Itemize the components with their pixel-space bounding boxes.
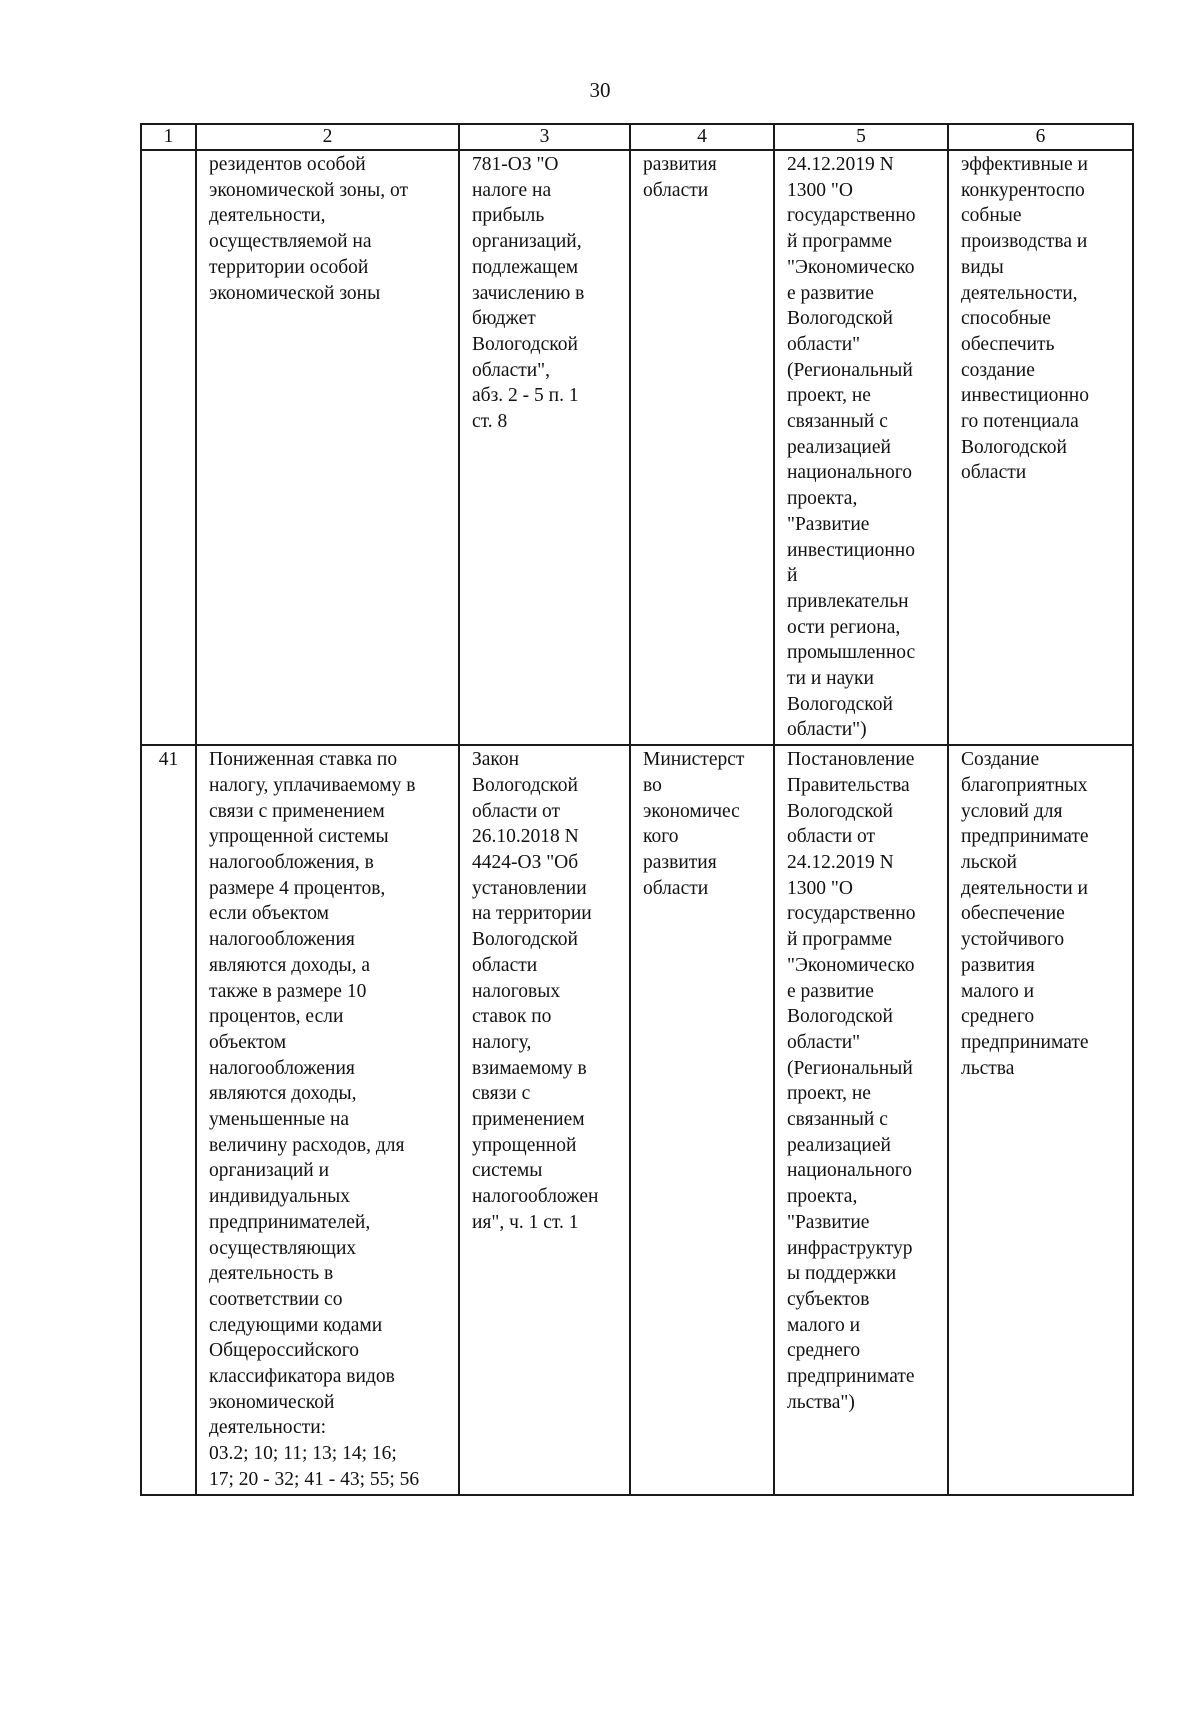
cell-text-line: Вологодской (787, 308, 893, 330)
cell-text-line: государственно (787, 205, 916, 227)
cell-text-line: также в размере 10 (209, 980, 367, 1002)
cell-text-line: области") (787, 719, 867, 741)
cell-text-line: инфраструктур (787, 1237, 913, 1259)
cell-text-line: ы поддержки (787, 1263, 897, 1285)
cell-text-line: связанный с (787, 1109, 888, 1131)
goal-cell (948, 150, 1133, 745)
cell-text-line: деятельности и (961, 877, 1088, 899)
cell-text-line: льства") (787, 1391, 855, 1413)
cell-text-line: развития (961, 954, 1035, 976)
program-cell (774, 150, 948, 745)
cell-text-line: соответствии со (209, 1288, 343, 1310)
cell-text-line: Вологодской (787, 800, 893, 822)
cell-text-line: обеспечение (961, 903, 1065, 925)
cell-text-line: государственно (787, 903, 916, 925)
cell-text-line: проекта, (787, 1186, 858, 1208)
program-cell (774, 745, 948, 1494)
cell-text-line: связи с (472, 1083, 531, 1105)
row-number-cell: 41 (141, 745, 196, 1494)
cell-text-line: уменьшенные на (209, 1109, 350, 1131)
cell-text-line: резидентов особой (209, 154, 366, 175)
page-number: 30 (589, 78, 611, 102)
cell-text-line: 26.10.2018 N (472, 826, 579, 848)
cell-text-line: прибыль (472, 205, 545, 227)
cell-text-line: кого (643, 826, 679, 848)
cell-text-line: "Экономическо (787, 954, 915, 976)
cell-text-line: развития (643, 851, 717, 873)
cell-text-line: налоге на (472, 179, 552, 201)
benefit-description-cell (196, 150, 459, 745)
cell-text-line: индивидуальных (209, 1186, 351, 1208)
cell-text-line: области (472, 954, 538, 976)
cell-text-line: области" (787, 333, 861, 355)
cell-text-line: привлекательн (787, 590, 909, 612)
cell-text-line: области", (472, 359, 551, 381)
cell-text-line: деятельность в (209, 1263, 334, 1285)
cell-text-line: налогу, (472, 1031, 532, 1053)
cell-text-line: льства (961, 1057, 1015, 1079)
cell-text-line: экономической (209, 1391, 335, 1413)
cell-text-line: (Региональный (787, 359, 913, 381)
cell-text-line: на территории (472, 903, 592, 925)
cell-text-line: деятельности, (961, 282, 1078, 304)
cell-text-line: Закон (472, 749, 520, 771)
cell-text-line: льской (961, 851, 1017, 873)
cell-text-line: следующими кодами (209, 1314, 383, 1336)
cell-text-line: организаций и (209, 1160, 329, 1182)
goal-cell (948, 745, 1133, 1494)
header-col-3: 3 (459, 124, 630, 150)
cell-text-line: субъектов (787, 1288, 870, 1310)
cell-text-line: бюджет (472, 308, 536, 330)
cell-text-line: налогообложения (209, 929, 355, 951)
cell-text-line: виды (961, 256, 1004, 278)
cell-text-line: Вологодской (787, 1006, 893, 1028)
row-number-cell (141, 150, 196, 745)
cell-text-line: условий для (961, 800, 1063, 822)
cell-text-line: установлении (472, 877, 587, 899)
cell-text-line: "Экономическо (787, 256, 915, 278)
cell-text-line: налогообложен (472, 1186, 599, 1208)
cell-text-line: экономической зоны, от (209, 179, 408, 201)
table-row-41 (141, 745, 1133, 1494)
cell-text-line: являются доходы, а (209, 954, 370, 976)
cell-text-line: проект, не (787, 385, 871, 407)
cell-text-line: абз. 2 - 5 п. 1 (472, 385, 579, 407)
cell-text-line: 1300 "О (787, 877, 853, 899)
cell-text-line: реализацией (787, 1134, 891, 1156)
cell-text-line: й (787, 565, 798, 587)
cell-text-line: деятельности: (209, 1417, 327, 1439)
cell-text-line: применением (472, 1109, 585, 1131)
cell-text-line: территории особой (209, 256, 369, 278)
cell-text-line: подлежащем (472, 256, 579, 278)
cell-text-line: й программе (787, 231, 892, 253)
cell-text-line: "Развитие (787, 1211, 870, 1233)
cell-text-line: предпринимате (961, 826, 1089, 848)
cell-text-line: связи с применением (209, 800, 385, 822)
cell-text-line: обеспечить (961, 333, 1055, 355)
cell-text-line: способные (961, 308, 1051, 330)
header-col-5: 5 (774, 124, 948, 150)
cell-text-line: величину расходов, для (209, 1134, 405, 1156)
cell-text-line: процентов, если (209, 1006, 344, 1028)
cell-text-line: размере 4 процентов, (209, 877, 386, 899)
cell-text-line: предпринимате (961, 1031, 1089, 1053)
legal-basis-cell (459, 150, 630, 745)
cell-text-line: области (643, 179, 709, 201)
table-body (141, 150, 1133, 1495)
cell-text-line: упрощенной (472, 1134, 577, 1156)
document-table (140, 123, 1134, 1496)
cell-text-line: являются доходы, (209, 1083, 357, 1105)
cell-text-line: области" (787, 1031, 861, 1053)
cell-text-line: реализацией (787, 436, 891, 458)
cell-text-line: 24.12.2019 N (787, 154, 894, 175)
cell-text-line: экономической зоны (209, 282, 381, 304)
cell-text-line: если объектом (209, 903, 329, 925)
cell-text-line: го потенциала (961, 411, 1079, 433)
cell-text-line: Постановление (787, 749, 915, 771)
cell-text-line: налогообложения, в (209, 851, 374, 873)
cell-text-line: й программе (787, 929, 892, 951)
cell-text-line: инвестиционно (787, 539, 915, 561)
cell-text-line: малого и (961, 980, 1035, 1002)
cell-text-line: взимаемому в (472, 1057, 587, 1079)
cell-text-line: национального (787, 1160, 913, 1182)
cell-text-line: проекта, (787, 488, 858, 510)
cell-text-line: Вологодской (472, 929, 578, 951)
cell-text-line: области от (787, 826, 876, 848)
cell-text-line: деятельности, (209, 205, 326, 227)
curator-cell (630, 745, 774, 1494)
cell-text-line: классификатора видов (209, 1366, 395, 1388)
cell-text-line: ия", ч. 1 ст. 1 (472, 1211, 579, 1233)
cell-text-line: инвестиционно (961, 385, 1089, 407)
cell-text-line: системы (472, 1160, 543, 1182)
cell-text-line: Создание (961, 749, 1040, 771)
cell-text-line: объектом (209, 1031, 287, 1053)
cell-text-line: проект, не (787, 1083, 871, 1105)
curator-cell (630, 150, 774, 745)
cell-text-line: зачислению в (472, 282, 585, 304)
cell-text-line: Пониженная ставка по (209, 749, 398, 771)
header-row (141, 124, 1133, 150)
cell-text-line: предпринимателей, (209, 1211, 371, 1233)
cell-text-line: 03.2; 10; 11; 13; 14; 16; (209, 1443, 397, 1465)
cell-text-line: упрощенной системы (209, 826, 389, 848)
cell-text-line: национального (787, 462, 913, 484)
cell-text-line: "Развитие (787, 513, 870, 535)
cell-text-line: ти и науки (787, 668, 874, 690)
cell-text-line: эффективные и (961, 154, 1088, 175)
benefit-description-cell (196, 745, 459, 1494)
header-col-1: 1 (141, 124, 196, 150)
cell-text-line: области (961, 462, 1027, 484)
cell-text-line: конкурентоспо (961, 179, 1085, 201)
cell-text-line: е развитие (787, 282, 874, 304)
legal-basis-cell (459, 745, 630, 1494)
cell-text-line: налоговых (472, 980, 561, 1002)
cell-text-line: налогообложения (209, 1057, 355, 1079)
cell-text-line: (Региональный (787, 1057, 913, 1079)
cell-text-line: осуществляемой на (209, 231, 372, 253)
cell-text-line: собные (961, 205, 1022, 227)
cell-text-line: налогу, уплачиваемому в (209, 774, 416, 796)
cell-text-line: малого и (787, 1314, 861, 1336)
cell-text-line: экономичес (643, 800, 740, 822)
cell-text-line: производства и (961, 231, 1088, 253)
cell-text-line: организаций, (472, 231, 582, 253)
cell-text-line: 4424-ОЗ "Об (472, 851, 579, 873)
cell-text-line: е развитие (787, 980, 874, 1002)
cell-text-line: Общероссийского (209, 1340, 359, 1362)
cell-text-line: развития (643, 154, 717, 175)
cell-text-line: среднего (787, 1340, 861, 1362)
cell-text-line: 24.12.2019 N (787, 851, 894, 873)
cell-text-line: Вологодской (961, 436, 1067, 458)
table-row-continued (141, 150, 1133, 745)
cell-text-line: благоприятных (961, 774, 1088, 796)
cell-text-line: 17; 20 - 32; 41 - 43; 55; 56 (209, 1468, 420, 1490)
header-col-6: 6 (948, 124, 1133, 150)
cell-text-line: устойчивого (961, 929, 1065, 951)
cell-text-line: Вологодской (472, 774, 578, 796)
cell-text-line: Министерст (643, 749, 745, 771)
cell-text-line: связанный с (787, 411, 888, 433)
cell-text-line: Вологодской (472, 333, 578, 355)
cell-text-line: ставок по (472, 1006, 552, 1028)
cell-text-line: 1300 "О (787, 179, 853, 201)
cell-text-line: области (643, 877, 709, 899)
cell-text-line: Правительства (787, 774, 910, 796)
cell-text-line: осуществляющих (209, 1237, 357, 1259)
cell-text-line: промышленнос (787, 642, 916, 664)
cell-text-line: 781-ОЗ "О (472, 154, 559, 175)
cell-text-line: ости региона, (787, 616, 901, 638)
header-col-4: 4 (630, 124, 774, 150)
cell-text-line: создание (961, 359, 1035, 381)
cell-text-line: ст. 8 (472, 411, 508, 433)
cell-text-line: области от (472, 800, 561, 822)
cell-text-line: во (643, 774, 662, 796)
header-col-2: 2 (196, 124, 459, 150)
cell-text-line: предпринимате (787, 1366, 915, 1388)
cell-text-line: Вологодской (787, 693, 893, 715)
cell-text-line: среднего (961, 1006, 1035, 1028)
